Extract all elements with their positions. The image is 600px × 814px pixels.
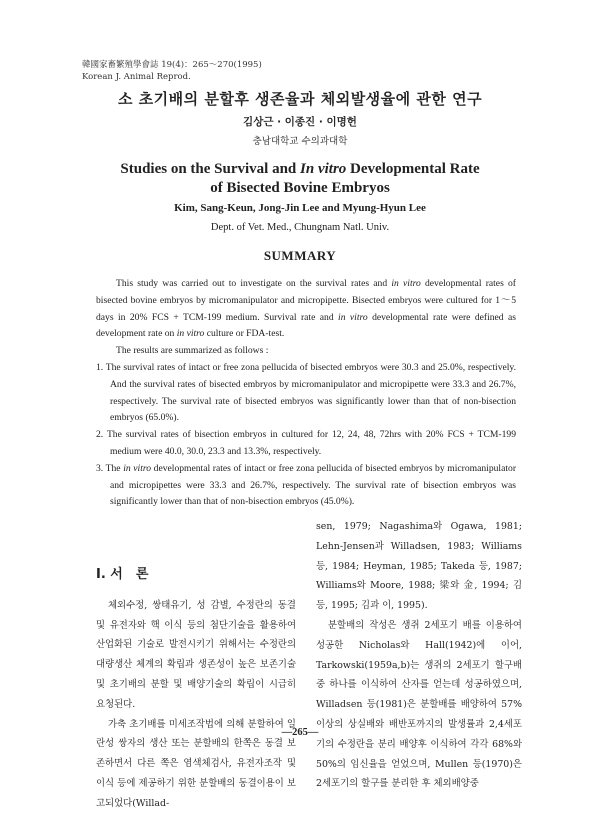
page-number: —265— bbox=[281, 727, 319, 738]
body-paragraph: 가축 초기배를 미세조작법에 의해 분할하여 일란성 쌍자의 생산 또는 분할배의 한쪽은 동결 보존하면서 다른 쪽은 염색체검사, 유전자조작 및 이식 등에 제공하기 위한 분할배의 동결이용이 보고되었다(Willad- bbox=[96, 718, 296, 809]
summary-results-lead: The results are summarized as follows : bbox=[116, 345, 269, 357]
summary-heading: SUMMARY bbox=[263, 248, 337, 263]
summary-result-item-2: 2. The survival rates of bisection embryos in cultured for 12, 24, 48, 72hrs with 20% FCS + TCM-199 medium were 40.0, 30.0, 23.3 and 13.3%, respectively. bbox=[96, 429, 516, 457]
summary-text: culture or FDA-test. bbox=[204, 328, 285, 340]
title-text-italic: In vitro bbox=[300, 161, 347, 177]
summary-italic: in vitro bbox=[391, 278, 421, 289]
summary-text: 3. The bbox=[96, 462, 124, 474]
summary-body bbox=[96, 276, 516, 511]
journal-reference bbox=[82, 59, 262, 83]
summary-text: developmental rate were defined as development rate on bbox=[96, 311, 516, 340]
journal-name-english: Korean J. Animal Reprod. bbox=[82, 72, 191, 82]
korean-title: 소 초기배의 분할후 생존율과 체외발생율에 관한 연구 bbox=[117, 90, 483, 108]
korean-affiliation: 충남대학교 수의과대학 bbox=[252, 136, 348, 147]
summary-italic: in vitro bbox=[123, 462, 152, 474]
title-text-pre: Studies on the Survival and bbox=[120, 161, 301, 177]
summary-italic: in vitro bbox=[176, 328, 205, 340]
english-title-line2: of Bisected Bovine Embryos bbox=[210, 180, 390, 196]
english-affiliation: Dept. of Vet. Med., Chungnam Natl. Univ. bbox=[210, 222, 390, 233]
english-title-line1 bbox=[0, 160, 600, 179]
section-heading-introduction: Ⅰ. 서 론 bbox=[96, 567, 149, 582]
english-title bbox=[0, 160, 600, 198]
title-text-post: Developmental Rate bbox=[346, 161, 480, 177]
journal-citation: 韓國家畜繁殖學會誌 19(4)：265～270(1995) bbox=[82, 60, 262, 70]
summary-text: developmental rates of bisected bovine embryos by micromanipulator and micropipette. Bisected embryos were cultured for 1～5 days in 20% FCS + TCM-199 medium. Survival rate and bbox=[96, 278, 516, 323]
summary-result-item-3 bbox=[96, 461, 516, 511]
summary-result-item-1: 1. The survival rates of intact or free zona pellucida of bisected embryos were 30.3 and 25.0%, respectively. And the survival rates of bisected embryos by micromanipulator and micropipette were 33.3 and 26.7%, respectively. The survival rate of bisected embryos was significantly lower than that of non-bisection embryos (65.0%). bbox=[96, 361, 516, 424]
body-paragraph: 체외수정, 쌍태유기, 성 감별, 수정란의 동결 및 유전자와 핵 이식 등의 첨단기술을 활용하여 산업화된 기술로 발전시키기 위해서는 수정란의 대량생산 체계의 확립과 생존성이 높은 보존기술 및 초기배의 분할 및 배양기술의 확립이 시급히 요청된다. bbox=[96, 599, 296, 710]
body-paragraph: 분할배의 작성은 생쥐 2세포기 배를 이용하여 성공한 Nicholas와 Hall(1942)에 이어, Tarkowski(1959a,b)는 생쥐의 2세포기 할구배중 하나를 이식하여 산자를 얻는데 성공하였으며, Willadsen 등(1981)은 분할배를 배양하여 57% 이상의 상실배와 배반포까지의 발생률과 2,4세포기의 수정란을 분리 배양후 이식하여 각각 68%와 50%의 임신율을 얻었으며, Mullen 등(1970)은 2세포기의 할구를 분리한 후 체외배양중 bbox=[316, 619, 522, 790]
summary-text: This study was carried out to investigate on the survival rates and bbox=[116, 278, 392, 289]
right-column bbox=[316, 517, 522, 794]
korean-authors: 김상근 · 이종진 · 이명헌 bbox=[243, 116, 357, 128]
left-column bbox=[96, 565, 296, 814]
english-authors: Kim, Sang-Keun, Jong-Jin Lee and Myung-Hyun Lee bbox=[174, 202, 426, 214]
summary-text: developmental rates of intact or free zona pellucida of bisected embryos by micromanipulator and micropipettes were 33.3 and 26.7%, respectively. The survival rate of bisection embryos was significantly lower than that of non-bisection embryos (45.0%). bbox=[110, 462, 517, 508]
body-paragraph: sen, 1979; Nagashima와 Ogawa, 1981; Lehn-Jensen과 Willadsen, 1983; Williams 등, 1984; Heyman, 1985; Takeda 등, 1987; Williams와 Moore, 1988; 梁와 金, 1994; 김 등, 1995; 김과 이, 1995). bbox=[316, 521, 522, 612]
summary-italic: in vitro bbox=[338, 311, 368, 323]
summary-intro bbox=[96, 276, 516, 343]
